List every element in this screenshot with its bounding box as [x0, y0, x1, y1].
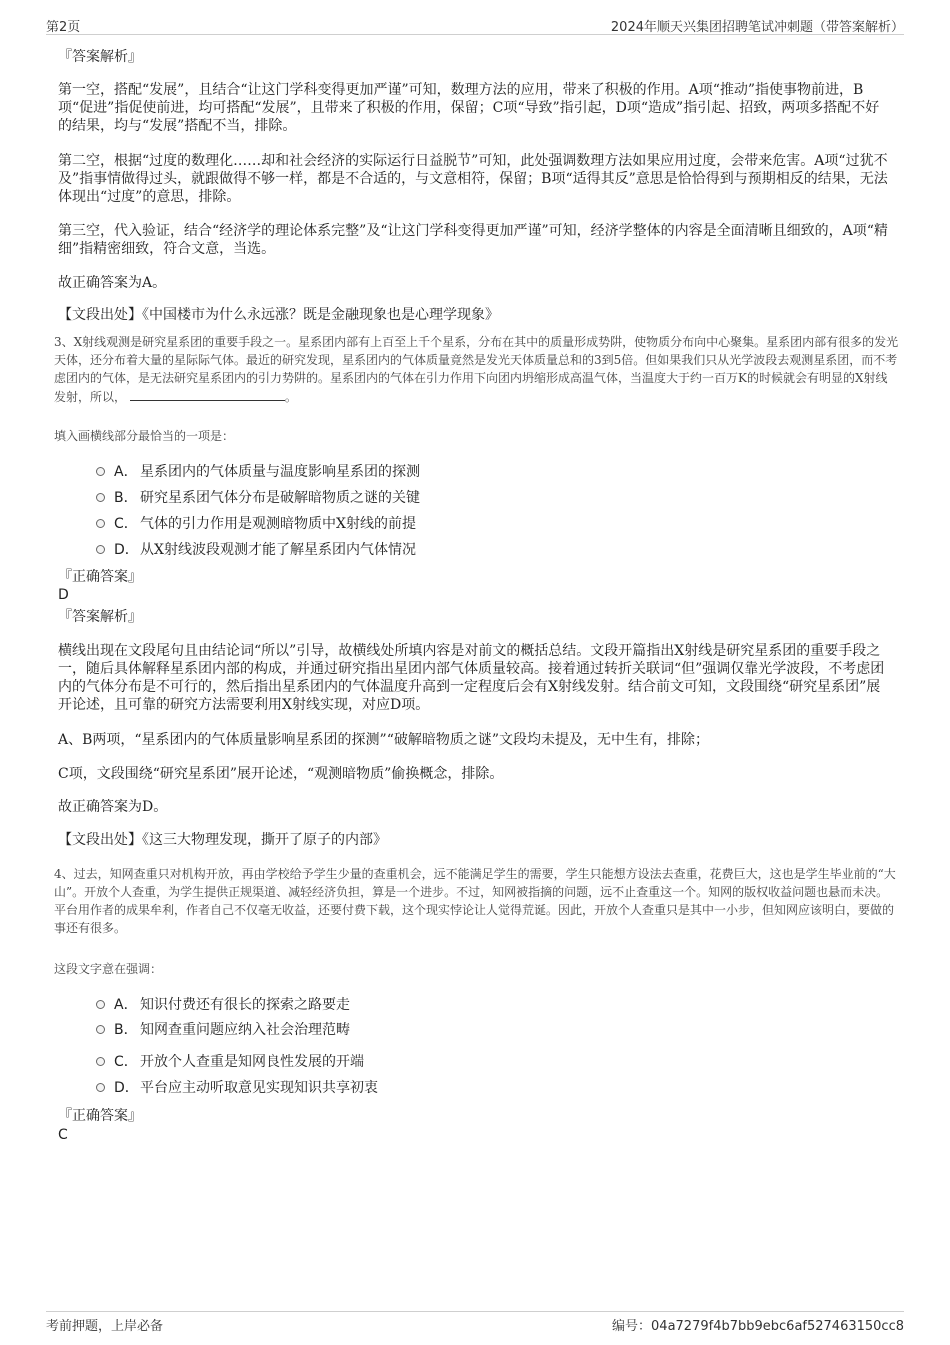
q3-analysis-para-1: 横线出现在文段尾句且由结论词“所以”引导，故横线处所填内容是对前文的概括总结。文段开篇指出X射线是研究星系团的重要手段之一，随后具体解释星系团内部的构成，并通过研究指出星团内部气体质量较高。接着通过转折关联词“但”强调仅靠光学波段，不考虑团内的气体分布是不可行的，然后指出星系团内的气体温度升高到一定程度后会有X射线发射。结合前文可知，文段围绕“研究星系团”展开论述，且可靠的研究方法需要利用X射线实现，对应D项。: [58, 643, 885, 713]
option-letter: A．: [114, 997, 138, 1013]
option-letter: B．: [114, 1022, 138, 1038]
q4-prompt: 这段文字意在强调：: [54, 962, 163, 976]
q4-option-a[interactable]: [96, 995, 350, 1015]
option-letter: A．: [114, 464, 138, 480]
option-text: 知网查重问题应纳入社会治理范畴: [140, 1022, 350, 1038]
q4-stem: 4、过去，知网查重只对机构开放，再由学校给予学生少量的查重机会，远不能满足学生的需要，学生只能想方设法去查重，花费巨大，这也是学生毕业前的“大山”。开放个人查重，为学生提供正规渠道、减轻经济负担，算是一个进步。不过，知网被指摘的问题，远不止查重这一个。知网的版权收益问题也悬而未决。平台用作者的成果牟利，作者自己不仅毫无收益，还要付费下载，这个现实悖论让人觉得荒诞。因此，开放个人查重只是其中一小步，但知网应该明白，要做的事还有很多。: [54, 867, 896, 935]
footer-slogan: 考前押题，上岸必备: [46, 1319, 164, 1334]
q3-option-a[interactable]: [96, 462, 420, 482]
q2-analysis-para-1: 第一空，搭配“发展”，且结合“让这门学科变得更加严谨”可知，数理方法的应用，带来了积极的作用。A项“推动”指使事物前进，B项“促进”指促使前进，均可搭配“发展”，且带来了积极的作用，保留；C项“导致”指引起，D项“造成”指引起、招致，两项多搭配不好的结果，均与“发展”搭配不当，排除。: [58, 82, 880, 134]
page-number: 第2页: [46, 20, 81, 35]
option-letter: C．: [114, 516, 138, 532]
q3-conclusion: 故正确答案为D。: [58, 799, 168, 815]
option-text: 星系团内的气体质量与温度影响星系团的探测: [140, 464, 420, 480]
q4-option-d[interactable]: [96, 1078, 378, 1098]
q3-stem-text: 3、X射线观测是研究星系团的重要手段之一。星系团内部有上百至上千个星系，分布在其中的质量形成势阱，使物质分布向中心聚集。星系团内部有很多的发光天体，还分布着大量的星际际气体。最近的研究发现，星系团内的气体质量竟然是发光天体质量总和的3到5倍。但如果我们只从光学波段去观测星系团，而不考虑团内的气体，是无法研究星系团内的引力势阱的。星系团内的气体在引力作用下向团内坍缩形成高温气体，当温度大于约一百万K的时候就会有明显的X射线发射，所以，: [54, 335, 899, 404]
q4-answer: C: [58, 1127, 68, 1143]
radio-icon[interactable]: [96, 1057, 105, 1066]
document-title: 2024年顺天兴集团招聘笔试冲刺题（带答案解析）: [610, 20, 904, 35]
q2-conclusion: 故正确答案为A。: [58, 275, 167, 291]
q3-answer: D: [58, 587, 69, 603]
q3-analysis-para-3: C项，文段围绕“研究星系团”展开论述，“观测暗物质”偷换概念，排除。: [58, 766, 504, 782]
q3-fill-blank: [130, 387, 285, 401]
q2-source: 【文段出处】《中国楼市为什么永远涨？既是金融现象也是心理学现象》: [58, 307, 499, 323]
q2-analysis-para-2: 第二空，根据“过度的数理化……却和社会经济的实际运行日益脱节”可知，此处强调数理方法如果应用过度，会带来危害。A项“过犹不及”指事情做得过头，就跟做得不够一样，都是不合适的，与文意相符，保留；B项“适得其反”意思是恰恰得到与预期相反的结果，无法体现出“过度”的意思，排除。: [58, 153, 888, 205]
q3-option-d[interactable]: [96, 540, 416, 560]
radio-icon[interactable]: [96, 1000, 105, 1009]
q3-analysis-label: 『答案解析』: [58, 609, 142, 625]
q2-analysis-para-3: 第三空，代入验证，结合“经济学的理论体系完整”及“让这门学科变得更加严谨”可知，经济学整体的内容是全面清晰且细致的，A项“精细”指精密细致，符合文意，当选。: [58, 223, 888, 257]
radio-icon[interactable]: [96, 493, 105, 502]
radio-icon[interactable]: [96, 545, 105, 554]
option-text: 平台应主动听取意见实现知识共享初衷: [140, 1080, 378, 1096]
q2-analysis-label: 『答案解析』: [58, 49, 142, 65]
option-text: 开放个人查重是知网良性发展的开端: [140, 1054, 364, 1070]
document-code: 编号：04a7279f4b7bb9ebc6af527463150cc8: [612, 1319, 904, 1334]
option-text: 从X射线波段观测才能了解星系团内气体情况: [140, 542, 416, 558]
q3-source: 【文段出处】《这三大物理发现，撕开了原子的内部》: [58, 832, 387, 848]
q3-answer-label: 『正确答案』: [58, 569, 142, 585]
page-footer: [46, 1311, 904, 1334]
radio-icon[interactable]: [96, 519, 105, 528]
q4-option-b[interactable]: [96, 1020, 350, 1040]
radio-icon[interactable]: [96, 1025, 105, 1034]
q3-option-b[interactable]: [96, 488, 420, 508]
option-text: 知识付费还有很长的探索之路要走: [140, 997, 350, 1013]
option-text: 气体的引力作用是观测暗物质中X射线的前提: [140, 516, 416, 532]
option-letter: B．: [114, 490, 138, 506]
radio-icon[interactable]: [96, 1083, 105, 1092]
option-text: 研究星系团气体分布是破解暗物质之谜的关键: [140, 490, 420, 506]
q3-stem-end: 。: [284, 390, 297, 404]
q4-option-c[interactable]: [96, 1052, 364, 1072]
radio-icon[interactable]: [96, 467, 105, 476]
page-header: [46, 14, 904, 35]
option-letter: D．: [114, 542, 139, 558]
q3-prompt: 填入画横线部分最恰当的一项是：: [54, 429, 235, 443]
option-letter: C．: [114, 1054, 138, 1070]
option-letter: D．: [114, 1080, 139, 1096]
q3-analysis-para-2: A、B两项，“星系团内的气体质量影响星系团的探测”“破解暗物质之谜”文段均未提及，无中生有，排除；: [58, 732, 710, 748]
q3-option-c[interactable]: [96, 514, 416, 534]
q4-answer-label: 『正确答案』: [58, 1108, 142, 1124]
q3-stem: [54, 333, 899, 406]
